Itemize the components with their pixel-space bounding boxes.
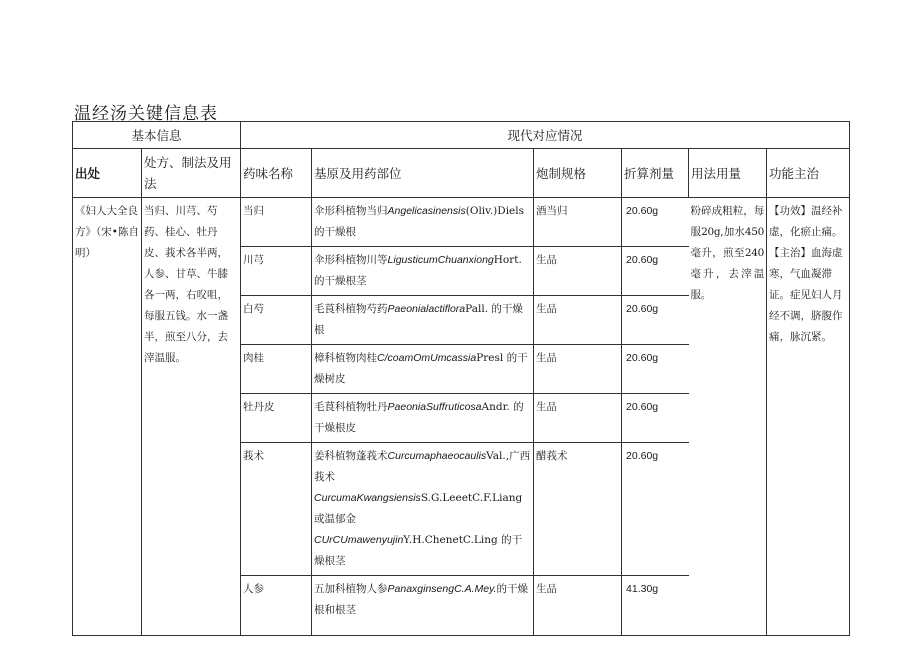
latin-name: LigusticumChuanxiong xyxy=(387,254,494,266)
origin-text: 伞形科植物当归 xyxy=(314,205,388,217)
dose-cell: 20.60g xyxy=(622,443,689,576)
process-cell: 生品 xyxy=(534,296,622,345)
origin-cell xyxy=(312,443,534,576)
dose-cell: 20.60g xyxy=(622,394,689,443)
origin-text: Pall. 的干燥根 xyxy=(314,303,523,336)
herb-name: 牡丹皮 xyxy=(241,394,312,443)
herb-name: 人参 xyxy=(241,576,312,636)
dose-cell: 20.60g xyxy=(622,247,689,296)
latin-name: Paeonialactiflora xyxy=(387,303,466,315)
header-usage: 用法用量 xyxy=(689,149,767,198)
process-cell: 生品 xyxy=(534,394,622,443)
origin-cell xyxy=(312,394,534,443)
header-basic: 基本信息 xyxy=(73,122,241,149)
origin-text: 樟科植物肉桂 xyxy=(314,352,378,364)
origin-text: (Oliv.)Diels 的干燥根 xyxy=(314,205,525,238)
header-source: 出处 xyxy=(73,149,142,198)
source-cell: 《妇人大全良方》（宋•陈自明） xyxy=(73,198,142,636)
latin-name: Curcumaphaeocaulis xyxy=(387,450,487,462)
origin-cell xyxy=(312,296,534,345)
header-modern: 现代对应情况 xyxy=(241,122,850,149)
latin-name: CUrCUmawenyujin xyxy=(314,534,404,546)
dose-cell: 41.30g xyxy=(622,576,689,636)
process-cell: 生品 xyxy=(534,576,622,636)
herb-name: 莪术 xyxy=(241,443,312,576)
herb-name: 川芎 xyxy=(241,247,312,296)
origin-text: Y.H.ChenetC.Ling 的干燥根茎 xyxy=(314,534,523,567)
header-row-1 xyxy=(73,122,850,149)
header-function: 功能主治 xyxy=(767,149,850,198)
header-origin: 基原及用药部位 xyxy=(312,149,534,198)
method-cell: 当归、川芎、芍药、桂心、牡丹皮、莪术各半两，人参、甘草、牛膝各一两，右㕮咀，每服五钱。水一盏半，煎至八分，去滓温服。 xyxy=(142,198,241,636)
latin-name: PaeoniaSuffruticosa xyxy=(387,401,482,413)
origin-text: Andr. 的干燥根皮 xyxy=(314,401,524,434)
latin-name: C/coamOmUmcassia xyxy=(377,352,477,364)
dose-cell: 20.60g xyxy=(622,198,689,247)
origin-cell xyxy=(312,247,534,296)
function-effect: 【功效】温经补虚，化瘀止痛。 xyxy=(769,205,843,238)
usage-text: 粉碎成粗粒，每服20g,加水450毫升，煎至240毫升，去滓温服。 xyxy=(690,205,765,301)
origin-text: 毛莨科植物芍药 xyxy=(314,303,388,315)
origin-cell xyxy=(312,576,534,636)
function-indication: 【主治】血海虚寒，气血凝滞证。症见妇人月经不调，脐腹作痛，脉沉紧。 xyxy=(769,247,843,343)
origin-text: Val.,广西莪术 xyxy=(314,450,531,483)
origin-text: 毛茛科植物牡丹 xyxy=(314,401,388,413)
latin-name: Angelicasinensis xyxy=(387,205,466,217)
dose-cell: 20.60g xyxy=(622,296,689,345)
header-herb: 药味名称 xyxy=(241,149,312,198)
origin-text: 五加科植物人参 xyxy=(314,583,388,595)
header-method: 处方、制法及用法 xyxy=(142,149,241,198)
origin-text: 的干燥根和根茎 xyxy=(314,583,528,616)
origin-cell xyxy=(312,345,534,394)
herb-name: 当归 xyxy=(241,198,312,247)
origin-cell xyxy=(312,198,534,247)
process-cell: 生品 xyxy=(534,247,622,296)
usage-cell xyxy=(689,198,767,636)
dose-cell: 20.60g xyxy=(622,345,689,394)
origin-text: Presl 的干燥树皮 xyxy=(314,352,528,385)
table-row xyxy=(73,198,850,247)
origin-text: S.G.LeeetC.F.Liang 或温郁金 xyxy=(314,492,523,525)
origin-text: 姜科植物蓬莪术 xyxy=(314,450,388,462)
origin-text: 伞形科植物川等 xyxy=(314,254,388,266)
origin-text: Hort. 的干燥根茎 xyxy=(314,254,522,287)
latin-name: PanaxginsengC.A.Mey. xyxy=(387,583,497,595)
latin-name: CurcumaKwangsiensis xyxy=(314,492,421,504)
function-cell xyxy=(767,198,850,636)
header-process: 炮制规格 xyxy=(534,149,622,198)
key-info-table xyxy=(72,121,850,636)
herb-name: 白芍 xyxy=(241,296,312,345)
page-title: 温经汤关键信息表 xyxy=(74,104,218,124)
process-cell: 生品 xyxy=(534,345,622,394)
header-row-2 xyxy=(73,149,850,198)
process-cell: 酒当归 xyxy=(534,198,622,247)
header-dose: 折算剂量 xyxy=(622,149,689,198)
herb-name: 肉桂 xyxy=(241,345,312,394)
process-cell: 醋莪术 xyxy=(534,443,622,576)
